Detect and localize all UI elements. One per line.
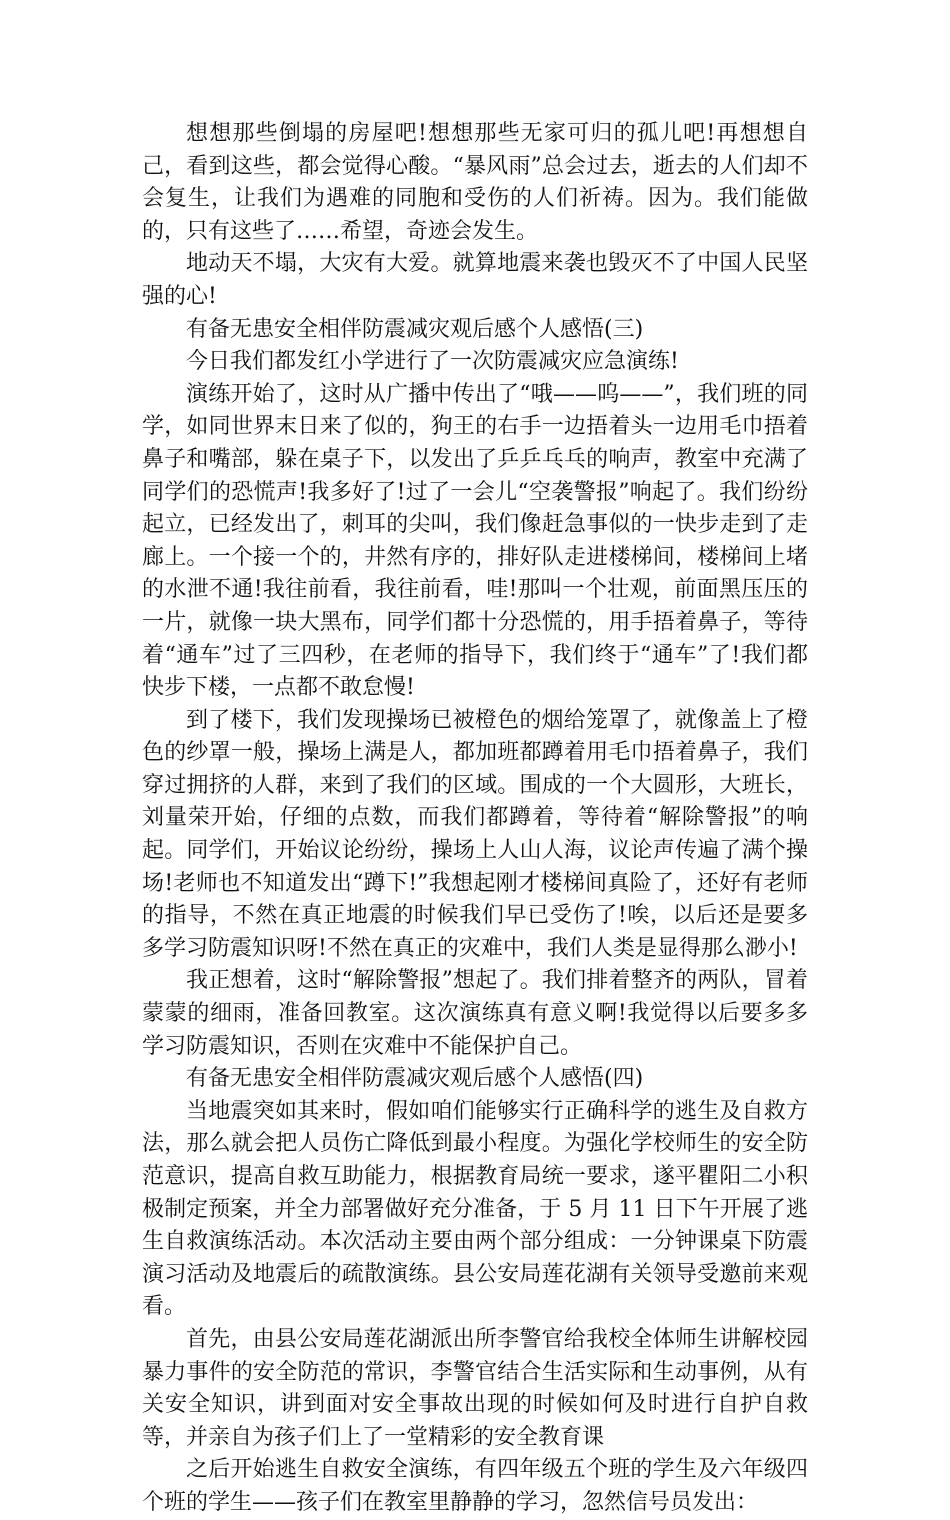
- paragraph: 当地震突如其来时，假如咱们能够实行正确科学的逃生及自救方法，那么就会把人员伤亡降低到最小程度。为强化学校师生的安全防范意识，提高自救互助能力，根据教育局统一要求，遂平瞿阳二小积极制定预案，并全力部署做好充分准备，于 5 月 11 日下午开展了逃生自救演练活动。本次活动主要由两个部分组成：一分钟课桌下防震演习活动及地震后的疏散演练。县公安局莲花湖有关领导受邀前来观看。: [142, 1098, 808, 1320]
- paragraph: 演练开始了，这时从广播中传出了“哦——呜——”，我们班的同学，如同世界末日来了似的，狗王的右手一边捂着头一边用毛巾捂着鼻子和嘴部，躲在桌子下，以发出了乒乒乓乓的响声，教室中充满了同学们的恐慌声!我多好了!过了一会儿“空袭警报”响起了。我们纷纷起立，已经发出了，刺耳的尖叫，我们像赶急事似的一快步走到了走廊上。一个接一个的，井然有序的，排好队走进楼梯间，楼梯间上堵的水泄不通!我往前看，我往前看，哇!那叫一个壮观，前面黑压压的一片，就像一块大黑布，同学们都十分恐慌的，用手捂着鼻子，等待着“通车”过了三四秒，在老师的指导下，我们终于“通车”了!我们都快步下楼，一点都不敢怠慢!: [142, 381, 808, 701]
- paragraph: 我正想着，这时“解除警报”想起了。我们排着整齐的两队，冒着蒙蒙的细雨，准备回教室。这次演练真有意义啊!我觉得以后要多多学习防震知识，否则在灾难中不能保护自己。: [142, 968, 808, 1059]
- paragraph: 地动天不塌，大灾有大爱。就算地震来袭也毁灭不了中国人民坚强的心!: [142, 251, 808, 309]
- paragraph: 到了楼下，我们发现操场已被橙色的烟给笼罩了，就像盖上了橙色的纱罩一般，操场上满是人，都加班都蹲着用毛巾捂着鼻子，我们穿过拥挤的人群，来到了我们的区域。围成的一个大圆形，大班长，刘量荣开始，仔细的点数，而我们都蹲着，等待着“解除警报”的响起。同学们，开始议论纷纷，操场上人山人海，议论声传遍了满个操场!老师也不知道发出“蹲下!”我想起刚才楼梯间真险了，还好有老师的指导，不然在真正地震的时候我们早已受伤了!唉，以后还是要多多学习防震知识呀!不然在真正的灾难中，我们人类是显得那么渺小!: [142, 707, 808, 961]
- document-page: [142, 118, 808, 1520]
- section-heading: 有备无患安全相伴防震减灾观后感个人感悟(四): [186, 1066, 644, 1092]
- paragraph: 想想那些倒塌的房屋吧!想想那些无家可归的孤儿吧!再想想自己，看到这些，都会觉得心酸。“暴风雨”总会过去，逝去的人们却不会复生，让我们为遇难的同胞和受伤的人们祈祷。因为。我们能做的，只有这些了……希望，奇迹会发生。: [142, 121, 808, 244]
- paragraph: 今日我们都发红小学进行了一次防震减灾应急演练!: [186, 349, 679, 375]
- paragraph: 首先，由县公安局莲花湖派出所李警官给我校全体师生讲解校园暴力事件的安全防范的常识，李警官结合生活实际和生动事例，从有关安全知识，讲到面对安全事故出现的时候如何及时进行自护自救等，并亲自为孩子们上了一堂精彩的安全教育课: [142, 1326, 808, 1450]
- section-heading: 有备无患安全相伴防震减灾观后感个人感悟(三): [186, 316, 644, 342]
- paragraph: 之后开始逃生自救安全演练，有四年级五个班的学生及六年级四个班的学生——孩子们在教室里静静的学习，忽然信号员发出：: [142, 1457, 808, 1515]
